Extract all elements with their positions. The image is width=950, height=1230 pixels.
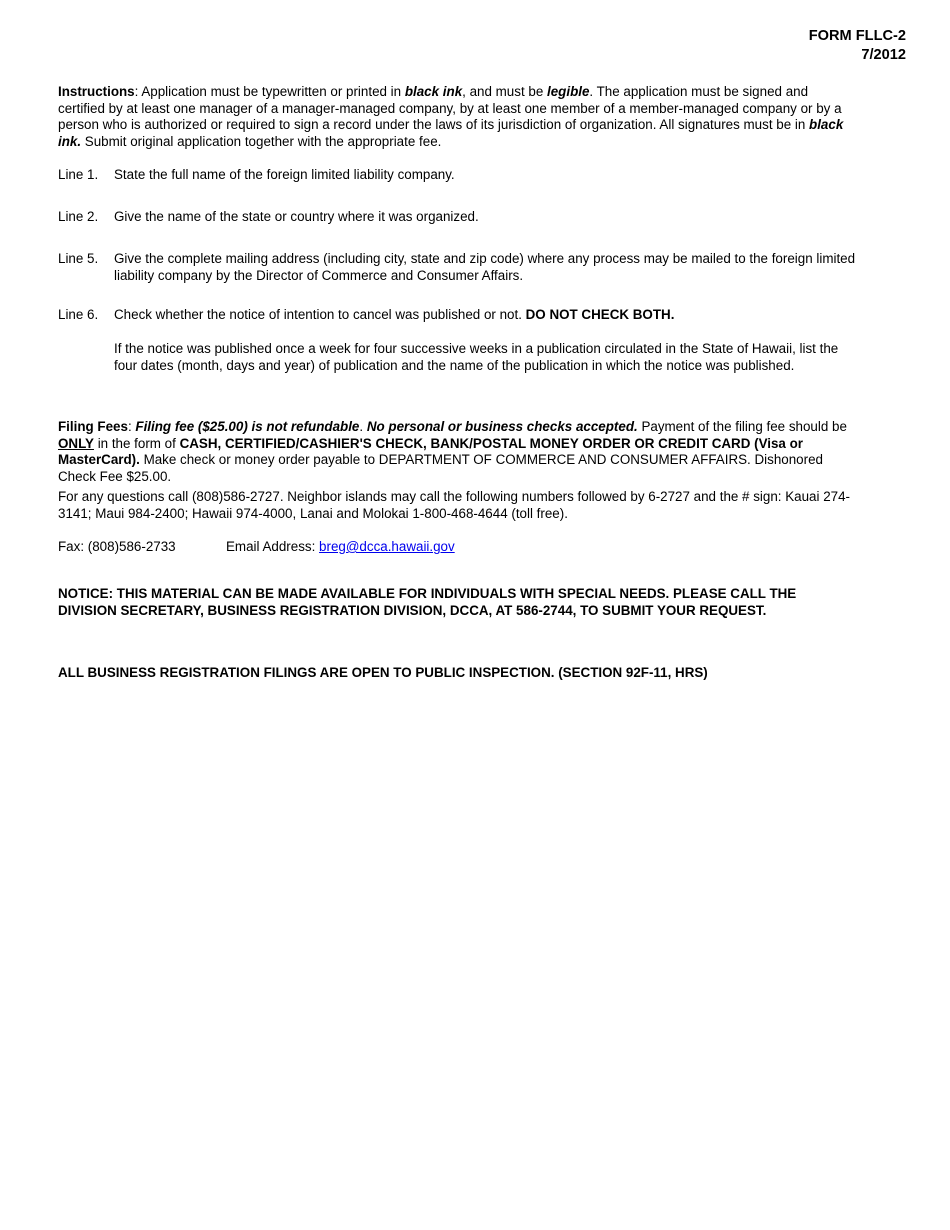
instructions-paragraph: [58, 84, 853, 150]
form-header: [809, 27, 906, 65]
legible-emphasis: legible: [547, 84, 590, 99]
not-refundable-emphasis: Filing fee ($25.00) is not refundable: [135, 419, 360, 434]
line-text: Check whether the notice of intention to cancel was published or not.: [114, 307, 526, 322]
payment-methods: CASH, CERTIFIED/CASHIER'S CHECK, BANK/POSTAL MONEY ORDER OR CREDIT CARD (Visa or MasterCard).: [58, 435, 803, 468]
filing-fees-label: Filing Fees: [58, 419, 128, 434]
fees-text: in the form of: [93, 435, 180, 451]
fees-text: Payment of the filing fee should be: [637, 419, 847, 434]
line-6-instruction: [58, 307, 898, 324]
line-1-instruction: [58, 167, 898, 184]
instructions-label: Instructions: [58, 84, 135, 99]
line-text-container: [114, 307, 898, 324]
email-label: Email Address:: [226, 539, 320, 554]
form-id: FORM FLLC-2: [808, 28, 906, 44]
email-link[interactable]: breg@dcca.hawaii.gov: [319, 539, 455, 554]
public-inspection-notice: ALL BUSINESS REGISTRATION FILINGS ARE OPEN TO PUBLIC INSPECTION. (SECTION 92F-11, HRS): [58, 665, 708, 680]
line-number: Line 1.: [58, 167, 99, 182]
fees-text: .: [359, 419, 367, 434]
line-2-instruction: [58, 209, 898, 226]
black-ink-emphasis: black ink: [404, 84, 463, 99]
instructions-text: . The application must be signed and certified by at least one manager of a manager-managed company, by at least one member of a member-managed company or by a person who is authorized or required to sign a record under the laws of its jurisdiction of organization. All signatures must be in: [58, 84, 842, 133]
line-6-detail: If the notice was published once a week for four successive weeks in a publication circulated in the State of Hawaii, list the four dates (month, days and year) of publication and the name of the publication in which the notice was published.: [114, 341, 839, 373]
line-number: Line 6.: [58, 307, 99, 322]
fax-number: Fax: (808)586-2733: [58, 539, 176, 554]
instructions-text: Submit original application together with the appropriate fee.: [81, 133, 442, 149]
questions-paragraph: For any questions call (808)586-2727. Neighbor islands may call the following numbers followed by 6-2727 and the # sign: Kauai 274-3141; Maui 984-2400; Hawaii 974-4000, Lanai and Molokai 1-800-468-4644 (toll free).: [58, 489, 851, 521]
special-needs-notice: NOTICE: THIS MATERIAL CAN BE MADE AVAILABLE FOR INDIVIDUALS WITH SPECIAL NEEDS. PLEASE CALL THE DIVISION SECRETARY, BUSINESS REGISTRATION DIVISION, DCCA, AT 586-2744, TO SUBMIT YOUR REQUEST.: [58, 586, 797, 618]
filing-fees-paragraph: [58, 419, 858, 485]
line-text: State the full name of the foreign limited liability company.: [114, 167, 455, 182]
instructions-text: , and must be: [462, 84, 547, 99]
contact-line: [58, 539, 858, 556]
line-5-instruction: [58, 251, 898, 284]
line-number: Line 5.: [58, 251, 99, 266]
line-number: Line 2.: [58, 209, 99, 224]
do-not-check-both: DO NOT CHECK BOTH.: [525, 307, 675, 322]
no-checks-emphasis: No personal or business checks accepted.: [366, 419, 638, 434]
only-emphasis: ONLY: [58, 435, 94, 451]
black-ink-emphasis: black ink.: [58, 117, 844, 149]
fees-text: Make check or money order payable to DEPARTMENT OF COMMERCE AND CONSUMER AFFAIRS. Dishonored Check Fee $25.00.: [58, 452, 823, 484]
line-text: Give the name of the state or country where it was organized.: [114, 209, 479, 224]
fees-text: :: [127, 419, 136, 434]
instructions-text: : Application must be typewritten or printed in: [134, 84, 405, 99]
form-date: 7/2012: [861, 47, 906, 63]
line-text: Give the complete mailing address (including city, state and zip code) where any process may be mailed to the foreign limited liability company by the Director of Commerce and Consumer Affairs.: [114, 251, 856, 283]
